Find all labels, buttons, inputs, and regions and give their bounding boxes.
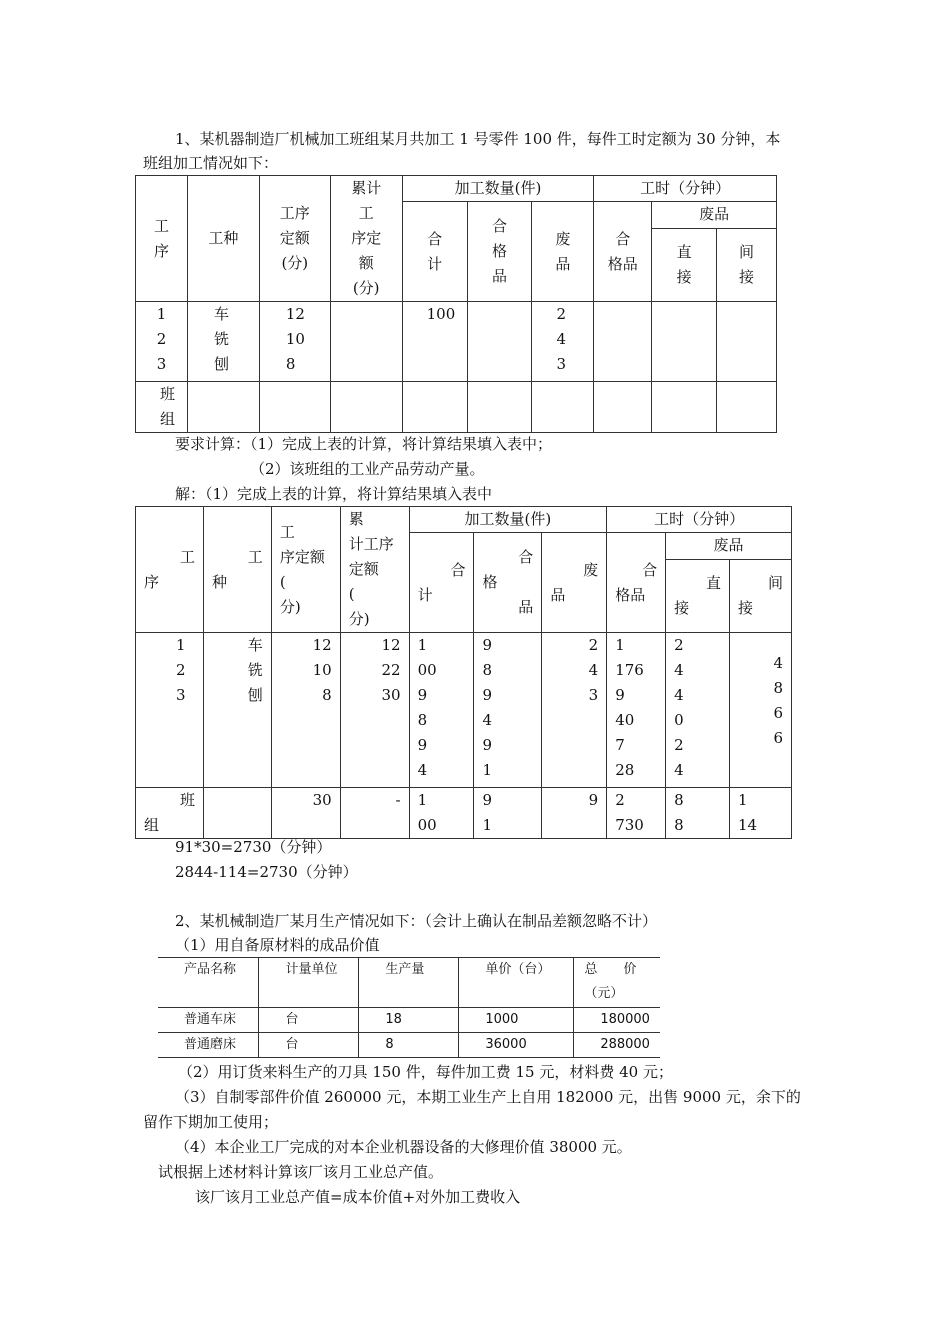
t1-footer-cell xyxy=(532,382,594,433)
t2-footer-heji: 1 00 xyxy=(409,788,474,839)
t2-footer-label xyxy=(136,788,204,839)
q2-product-table xyxy=(158,957,660,1058)
q2-intro: 2、某机械制造厂某月生产情况如下：（会计上确认在制品差额忽略不计） xyxy=(175,912,658,930)
t2-r-leiji: 12 22 30 xyxy=(340,633,409,788)
t2-h-gongshi: 工时（分钟） xyxy=(607,507,792,533)
t1-h-leiji: 累计 工 序定 额 (分) xyxy=(330,176,402,302)
t3-r2-name: 普通磨床 xyxy=(158,1033,259,1058)
t1-h-jiagong: 加工数量(件) xyxy=(402,176,594,202)
t2-h-feipin: 废品 xyxy=(666,533,792,560)
t2-h-gongxu-a: 工 xyxy=(179,547,195,566)
q1-intro-line2: 班组加工情况如下： xyxy=(143,154,279,172)
t2-r-gongzhong: 车 铣 刨 xyxy=(203,633,271,788)
t1-h-gongshi: 工时（分钟） xyxy=(594,176,777,202)
q2-item4: （4）本企业工厂完成的对本企业机器设备的大修理价值 38000 元。 xyxy=(175,1138,632,1156)
t2-h-dinge: 工 序定额 ( 分) xyxy=(271,507,340,633)
t1-h-feipin2: 废 品 xyxy=(532,202,594,302)
t2-footer-leiji: - xyxy=(340,788,409,839)
t2-h-gongzhong xyxy=(203,507,271,633)
t2-h-hegepin xyxy=(607,533,666,633)
t1-h-dinge: 工序 定额 (分) xyxy=(259,176,330,302)
t2-h-leiji: 累 计工序 定额 ( 分) xyxy=(340,507,409,633)
t1-r-hegepin xyxy=(594,302,652,382)
q1-solution-heading: 解：（1）完成上表的计算，将计算结果填入表中 xyxy=(175,485,493,503)
t3-r1-unit: 台 xyxy=(259,1008,359,1033)
t2-r-jianjie: 4 8 6 6 xyxy=(730,633,792,788)
t3-h-unit: 计量单位 xyxy=(259,958,359,1008)
t1-h-gongzhong: 工种 xyxy=(187,176,259,302)
q2-item1: （1）用自备原材料的成品价值 xyxy=(175,936,380,954)
t1-h-heji: 合 计 xyxy=(402,202,467,302)
t1-footer-cell xyxy=(652,382,717,433)
q2-item3-line1: （3）自制零部件价值 260000 元，本期工业生产上自用 182000 元，出售 9000 元，余下的 xyxy=(175,1088,801,1106)
q1-calc-1: 91*30=2730（分钟） xyxy=(175,838,332,856)
t2-h-hege-b: 格 xyxy=(482,573,498,591)
q1-table-solution xyxy=(135,506,792,839)
q1-requirement-1: 要求计算：（1）完成上表的计算，将计算结果填入表中； xyxy=(175,435,553,453)
t2-footer-label-a: 班 xyxy=(179,791,195,809)
t2-h-hege-c: 品 xyxy=(518,598,534,616)
t1-r-zhijie xyxy=(652,302,717,382)
t2-r-feipin: 2 4 3 xyxy=(542,633,607,788)
t1-r-gongzhong: 车 铣 刨 xyxy=(187,302,259,382)
t2-h-jianjie-b: 接 xyxy=(738,599,754,617)
q2-question: 试根据上述材料计算该厂该月工业总产值。 xyxy=(158,1163,444,1181)
t3-r2-total: 288000 xyxy=(574,1033,660,1058)
t1-h-gongxu: 工 序 xyxy=(136,176,188,302)
t2-r-zhijie: 2 4 4 0 2 4 xyxy=(666,633,730,788)
t3-r1-name: 普通车床 xyxy=(158,1008,259,1033)
t1-r-hege xyxy=(467,302,532,382)
q2-item2: （2）用订货来料生产的刀具 150 件，每件加工费 15 元，材料费 40 元； xyxy=(178,1063,673,1081)
t1-r-heji: 100 xyxy=(402,302,467,382)
t3-r2-unit: 台 xyxy=(259,1033,359,1058)
t2-h-hegepin-b: 格品 xyxy=(615,585,646,604)
t1-r-jianjie xyxy=(717,302,777,382)
t2-footer-hege: 9 1 xyxy=(474,788,542,839)
t2-h-zhijie-a: 直 xyxy=(705,574,721,592)
t1-h-hegepin: 合 格品 xyxy=(594,202,652,302)
t1-r-gongxu: 1 2 3 xyxy=(136,302,188,382)
t3-r2-price: 36000 xyxy=(459,1033,574,1058)
t2-h-gongzhong-b: 种 xyxy=(211,572,227,591)
t3-r1-total: 180000 xyxy=(574,1008,660,1033)
t2-footer-dinge: 30 xyxy=(271,788,340,839)
q1-calc-2: 2844-114=2730（分钟） xyxy=(175,863,358,881)
t2-h-jianjie-a: 间 xyxy=(767,574,783,592)
t2-h-gongzhong-a: 工 xyxy=(247,547,263,566)
t3-r2-qty: 8 xyxy=(359,1033,459,1058)
t1-h-jianjie: 间 接 xyxy=(717,229,777,302)
q2-item3-line2: 留作下期加工使用； xyxy=(143,1113,279,1131)
t2-h-feipin2 xyxy=(542,533,607,633)
t3-r1-price: 1000 xyxy=(459,1008,574,1033)
t2-h-heji xyxy=(409,533,474,633)
t3-h-name: 产品名称 xyxy=(158,958,259,1008)
t2-footer-hegepin: 2 730 xyxy=(607,788,666,839)
t2-h-hege xyxy=(474,533,542,633)
t3-h-price: 单价（台） xyxy=(459,958,574,1008)
t2-h-jianjie xyxy=(730,560,792,633)
t2-footer-feipin: 9 xyxy=(542,788,607,839)
t2-r-heji: 1 00 9 8 9 4 xyxy=(409,633,474,788)
t1-footer-cell xyxy=(467,382,532,433)
t2-h-heji-b: 计 xyxy=(417,585,433,604)
t1-r-leiji xyxy=(330,302,402,382)
t1-footer-cell xyxy=(330,382,402,433)
t2-h-hegepin-a: 合 xyxy=(642,560,658,579)
t2-h-zhijie-b: 接 xyxy=(674,599,690,617)
q1-table-blank xyxy=(135,175,777,433)
t1-footer-cell xyxy=(717,382,777,433)
t1-footer-label: 班 组 xyxy=(136,382,188,433)
t1-r-feipin: 2 4 3 xyxy=(532,302,594,382)
q1-intro-line1: 1、某机器制造厂机械加工班组某月共加工 1 号零件 100 件，每件工时定额为 30 分钟，本 xyxy=(175,130,781,148)
t2-footer-jianjie: 1 14 xyxy=(730,788,792,839)
t2-h-feipin2-a: 废 xyxy=(583,560,599,579)
t2-footer-label-b: 组 xyxy=(144,816,160,834)
t2-r-hegepin: 1 176 9 40 7 28 xyxy=(607,633,666,788)
t3-r1-qty: 18 xyxy=(359,1008,459,1033)
t1-h-zhijie: 直 接 xyxy=(652,229,717,302)
t2-h-jiagong: 加工数量(件) xyxy=(409,507,607,533)
t2-h-feipin2-b: 品 xyxy=(550,585,566,604)
t2-h-hege-a: 合 xyxy=(518,548,534,566)
t3-h-qty: 生产量 xyxy=(359,958,459,1008)
t1-footer-cell xyxy=(259,382,330,433)
q2-answer: 该厂该月工业总产值=成本价值+对外加工费收入 xyxy=(195,1188,521,1206)
t2-r-dinge: 12 10 8 xyxy=(271,633,340,788)
t3-h-total: 总 价 （元） xyxy=(574,958,660,1008)
t1-h-feipin: 废品 xyxy=(652,202,777,229)
q1-requirement-2: （2）该班组的工业产品劳动产量。 xyxy=(250,460,485,478)
t2-h-zhijie xyxy=(666,560,730,633)
t2-r-hege: 9 8 9 4 9 1 xyxy=(474,633,542,788)
t1-r-dinge: 12 10 8 xyxy=(259,302,330,382)
t2-footer-gongzhong xyxy=(203,788,271,839)
t1-h-hege: 合 格 品 xyxy=(467,202,532,302)
t2-h-heji-a: 合 xyxy=(450,560,466,579)
t2-footer-zhijie: 8 8 xyxy=(666,788,730,839)
t1-footer-cell xyxy=(594,382,652,433)
t1-footer-cell xyxy=(402,382,467,433)
t2-r-gongxu: 1 2 3 xyxy=(136,633,204,788)
t2-h-gongxu xyxy=(136,507,204,633)
t2-h-gongxu-b: 序 xyxy=(144,572,160,591)
t1-footer-cell xyxy=(187,382,259,433)
